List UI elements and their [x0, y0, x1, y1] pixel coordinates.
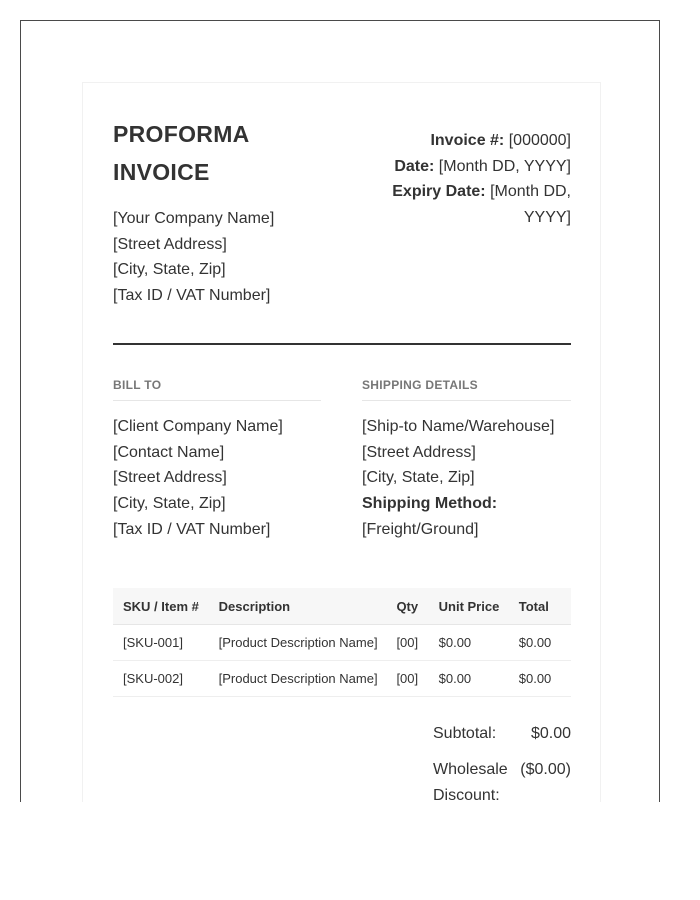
subtotal-label: Subtotal:	[433, 725, 497, 742]
expiry-date-value-part2: YYYY]	[523, 209, 571, 227]
cell-sku: [SKU-002]	[113, 661, 219, 697]
sender-street: [Street Address]	[113, 235, 227, 253]
invoice-card	[82, 82, 601, 802]
totals-block	[433, 721, 571, 802]
column-header-qty: Qty	[396, 588, 438, 625]
cell-description: [Product Description Name]	[219, 661, 397, 697]
shipping-method-value: [Freight/Ground]	[362, 520, 479, 538]
discount-label	[433, 757, 515, 802]
sender-address	[113, 206, 353, 309]
client-street: [Street Address]	[113, 469, 227, 487]
table-row	[113, 661, 571, 697]
discount-row	[433, 757, 571, 802]
cell-total: $0.00	[519, 661, 571, 697]
client-tax-id: [Tax ID / VAT Number]	[113, 520, 271, 538]
invoice-date-row	[371, 154, 571, 180]
cell-unit-price: $0.00	[439, 625, 519, 661]
ship-city: [City, State, Zip]	[362, 469, 475, 487]
invoice-title	[113, 115, 313, 191]
invoice-meta	[371, 128, 571, 231]
column-header-total: Total	[519, 588, 571, 625]
invoice-date-label: Date:	[394, 157, 435, 175]
shipping-method-label-text: Shipping Method:	[362, 495, 498, 513]
discount-value: ($0.00)	[520, 761, 571, 778]
bill-to-address	[113, 414, 343, 543]
line-items-table	[113, 588, 571, 697]
cell-total: $0.00	[519, 625, 571, 661]
sender-company: [Your Company Name]	[113, 210, 275, 227]
bill-to-heading: BILL TO	[113, 378, 321, 401]
expiry-date-row	[371, 179, 571, 205]
discount-label-line1: Wholesale	[433, 761, 508, 778]
invoice-date-value: [Month DD, YYYY]	[438, 157, 571, 175]
client-contact: [Contact Name]	[113, 443, 225, 461]
ship-street: [Street Address]	[362, 443, 476, 461]
column-header-unit-price: Unit Price	[439, 588, 519, 625]
cell-qty: [00]	[396, 625, 438, 661]
column-header-sku: SKU / Item #	[113, 588, 219, 625]
cell-description: [Product Description Name]	[219, 625, 397, 661]
cell-sku: [SKU-001]	[113, 625, 219, 661]
table-row	[113, 625, 571, 661]
invoice-title-line1: PROFORMA	[113, 121, 250, 147]
header-divider	[113, 343, 571, 345]
subtotal-row	[433, 721, 571, 747]
sender-city: [City, State, Zip]	[113, 261, 226, 279]
shipping-method-label	[362, 491, 571, 517]
expiry-date-value-part1: [Month DD,	[490, 183, 571, 201]
cell-unit-price: $0.00	[439, 661, 519, 697]
invoice-number-row	[371, 128, 571, 154]
client-city: [City, State, Zip]	[113, 495, 226, 513]
invoice-number-value: [000000]	[508, 132, 571, 149]
page-frame	[20, 20, 660, 802]
cell-qty: [00]	[396, 661, 438, 697]
discount-label-line2: Discount:	[433, 787, 500, 802]
shipping-address	[362, 414, 571, 543]
column-header-description: Description	[219, 588, 397, 625]
invoice-title-line2: INVOICE	[113, 159, 210, 185]
shipping-details-heading: SHIPPING DETAILS	[362, 378, 571, 401]
subtotal-value: $0.00	[530, 725, 571, 742]
expiry-date-label: Expiry Date:	[392, 183, 486, 201]
client-company: [Client Company Name]	[113, 418, 283, 435]
sender-tax-id: [Tax ID / VAT Number]	[113, 287, 271, 305]
table-header-row	[113, 588, 571, 625]
invoice-number-label: Invoice #:	[430, 132, 505, 149]
ship-to-name: [Ship-to Name/Warehouse]	[362, 418, 555, 435]
